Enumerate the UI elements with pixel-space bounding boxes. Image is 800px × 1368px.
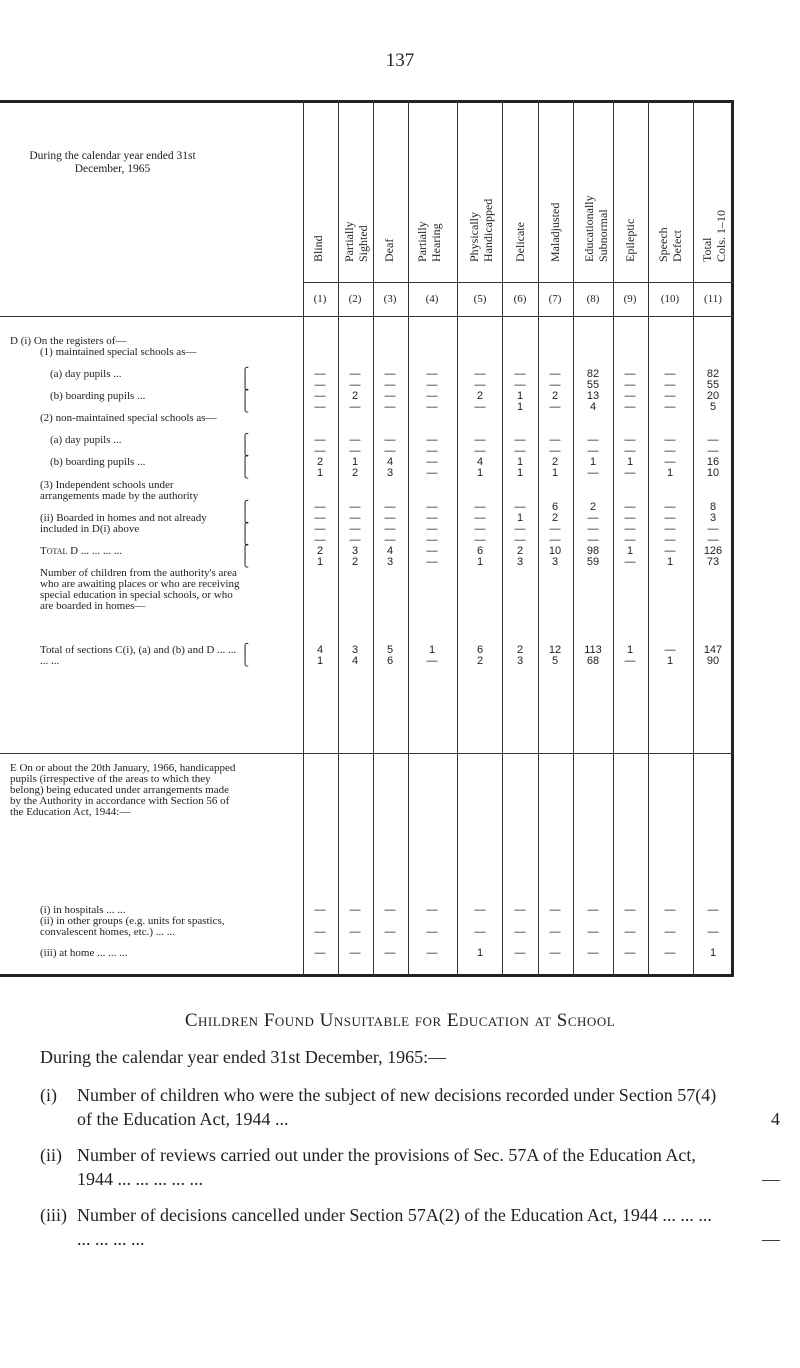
table-cell: — [514, 434, 526, 446]
item-value: — [762, 1169, 780, 1189]
table-cell: — [664, 368, 676, 380]
table-cell: — [426, 445, 438, 457]
day-pupils-label: (a) day pupils ... [50, 368, 122, 380]
table-cell: 2 [516, 644, 524, 656]
brace-open-icon: ⎧ [241, 434, 250, 446]
table-cell: — [514, 368, 526, 380]
table-cell: 3 [709, 512, 717, 524]
column-header-blind: Blind [311, 235, 325, 262]
brace-close-icon: ⎩ [241, 401, 250, 413]
table-cell: 4 [476, 456, 484, 468]
column-header-partially-sighted: Partially Sighted [342, 221, 370, 262]
item-number: (ii) [40, 1145, 62, 1165]
header-rule [303, 282, 734, 283]
table-cell: 2 [551, 390, 559, 402]
table-cell: 3 [386, 556, 394, 568]
table-cell: 2 [589, 501, 597, 513]
table-cell: — [707, 926, 719, 938]
page-number: 137 [385, 50, 415, 71]
table-cell: — [664, 401, 676, 413]
brace-open-icon: ⎧ [241, 456, 250, 468]
intro-line: During the calendar year ended 31st December, 1965:— [40, 1047, 447, 1067]
list-item [40, 1143, 780, 1191]
table-cell: — [549, 926, 561, 938]
table-cell: — [349, 534, 361, 546]
table-cell: — [384, 501, 396, 513]
table-cell: 1 [709, 947, 717, 959]
table-cell: — [587, 434, 599, 446]
item-number: (i) [40, 1085, 57, 1105]
brace-open-icon: ⎧ [241, 368, 250, 380]
table-cell: 1 [316, 467, 324, 479]
table-cell: — [314, 379, 326, 391]
table-cell: — [664, 434, 676, 446]
item-value: — [762, 1229, 780, 1249]
table-cell: 3 [551, 556, 559, 568]
total-d-label: Total D ... ... ... ... [40, 545, 123, 557]
table-cell: 55 [706, 379, 720, 391]
table-cell: 6 [476, 545, 484, 557]
table-cell: — [384, 534, 396, 546]
table-cell: — [474, 926, 486, 938]
item-text: Number of children who were the subject of new decisions recorded under Section 57(4) of the Education Act, 1944 ... [77, 1085, 717, 1129]
table-cell: — [349, 926, 361, 938]
table-cell: 1 [428, 644, 436, 656]
table-cell: 3 [351, 545, 359, 557]
table-cell: 1 [626, 456, 634, 468]
table-cell: 2 [551, 512, 559, 524]
table-cell: — [349, 434, 361, 446]
table-cell: — [384, 512, 396, 524]
table-cell: — [426, 467, 438, 479]
table-caption: During the calendar year ended 31st December, 1965 [29, 150, 196, 175]
sub2-label: (2) non-maintained special schools as— [40, 412, 217, 424]
table-cell: 2 [316, 456, 324, 468]
table-cell: — [314, 445, 326, 457]
table-cell: — [707, 534, 719, 546]
table-cell: — [474, 523, 486, 535]
table-cell: 4 [386, 545, 394, 557]
brace-close-icon: ⎩ [241, 379, 250, 391]
table-cell: — [384, 947, 396, 959]
table-cell: — [664, 523, 676, 535]
hospitals-label: (i) in hospitals ... ... [40, 904, 126, 916]
column-number: (4) [425, 293, 439, 305]
sub1-label: (1) maintained special schools as— [40, 346, 197, 358]
table-cell: — [624, 501, 636, 513]
table-cell: 5 [386, 644, 394, 656]
table-cell: 10 [706, 467, 720, 479]
item-number: (iii) [40, 1205, 67, 1225]
table-cell: 1 [666, 467, 674, 479]
table-cell: 2 [516, 545, 524, 557]
table-cell: 16 [706, 456, 720, 468]
table-cell: — [514, 947, 526, 959]
table-cell: 6 [476, 644, 484, 656]
table-cell: — [624, 926, 636, 938]
table-cell: — [664, 501, 676, 513]
brace-close-icon: ⎩ [241, 556, 250, 568]
table-cell: — [426, 501, 438, 513]
table-cell: 68 [586, 655, 600, 667]
table-cell: — [384, 401, 396, 413]
table-cell: — [314, 523, 326, 535]
table-cell: 4 [351, 655, 359, 667]
table-cell: — [426, 401, 438, 413]
table-cell: — [549, 379, 561, 391]
column-header-deaf: Deaf [382, 238, 396, 262]
table-cell: 2 [351, 467, 359, 479]
table-cell: 1 [476, 947, 484, 959]
table-cell: — [384, 434, 396, 446]
table-cell: — [707, 904, 719, 916]
table-cell: 3 [351, 644, 359, 656]
table-cell: — [624, 401, 636, 413]
table-cell: — [624, 379, 636, 391]
item-text: Number of reviews carried out under the provisions of Sec. 57A of the Education Act, 1944 ... ... ... ... ... [77, 1145, 696, 1189]
brace-open-icon: ⎧ [241, 523, 250, 535]
column-header-total: Total Cols. 1–10 [700, 209, 728, 262]
table-cell: — [514, 926, 526, 938]
table-cell: — [587, 445, 599, 457]
table-cell: 1 [476, 556, 484, 568]
section-rule [0, 753, 734, 754]
column-header-epileptic: Epileptic [623, 218, 637, 262]
section-d-heading: D (i) On the registers of— [10, 335, 127, 347]
table-cell: 6 [386, 655, 394, 667]
brace-open-icon: ⎧ [241, 644, 250, 656]
brace-close-icon: ⎩ [241, 445, 250, 457]
column-number: (3) [383, 293, 397, 305]
table-cell: — [384, 390, 396, 402]
table-cell: 1 [666, 655, 674, 667]
table-cell: — [587, 467, 599, 479]
table-cell: — [349, 904, 361, 916]
table-cell: 12 [548, 644, 562, 656]
table-cell: 1 [589, 456, 597, 468]
table-cell: 1 [316, 655, 324, 667]
table-cell: 98 [586, 545, 600, 557]
table-cell: — [624, 368, 636, 380]
table-cell: 20 [706, 390, 720, 402]
table-cell: — [624, 534, 636, 546]
table-cell: — [664, 390, 676, 402]
table-cell: 126 [703, 545, 723, 557]
table-cell: — [514, 445, 526, 457]
table-cell: — [587, 904, 599, 916]
table-cell: — [549, 904, 561, 916]
table-cell: — [349, 947, 361, 959]
table-cell: — [314, 512, 326, 524]
item-text: Number of decisions cancelled under Section 57A(2) of the Education Act, 1944 ... ... ... ... ... ... ... [77, 1205, 712, 1249]
table-cell: — [314, 501, 326, 513]
table-cell: — [474, 445, 486, 457]
brace-open-icon: ⎧ [241, 501, 250, 513]
table-cell: 6 [551, 501, 559, 513]
item-value: 4 [771, 1109, 780, 1129]
table-cell: — [624, 434, 636, 446]
column-header-maladjusted: Maladjusted [548, 202, 562, 262]
table-cell: — [426, 512, 438, 524]
table-cell: — [664, 456, 676, 468]
table-cell: — [426, 523, 438, 535]
table-cell: — [664, 512, 676, 524]
table-cell: — [426, 434, 438, 446]
table-cell: 1 [626, 644, 634, 656]
table-cell: 113 [584, 644, 602, 656]
table-cell: — [707, 523, 719, 535]
table-cell: — [349, 401, 361, 413]
table-cell: 2 [316, 545, 324, 557]
table-cell: — [349, 501, 361, 513]
table-cell: 2 [551, 456, 559, 468]
column-number: (10) [660, 293, 680, 305]
table-cell: — [549, 368, 561, 380]
column-number: (1) [313, 293, 327, 305]
table-cell: — [514, 523, 526, 535]
table-cell: — [349, 445, 361, 457]
table-cell: — [624, 467, 636, 479]
table-cell: 4 [589, 401, 597, 413]
brace-close-icon: ⎩ [241, 534, 250, 546]
table-cell: — [314, 534, 326, 546]
table-cell: 3 [516, 556, 524, 568]
table-cell: 82 [706, 368, 720, 380]
table-cell: — [314, 390, 326, 402]
table-cell: — [474, 534, 486, 546]
table-cell: 147 [703, 644, 723, 656]
table-cell: — [426, 379, 438, 391]
table-cell: 1 [516, 456, 524, 468]
table-cell: — [624, 512, 636, 524]
table-cell: — [474, 904, 486, 916]
table-cell: 1 [626, 545, 634, 557]
table-cell: — [426, 926, 438, 938]
table-cell: — [549, 445, 561, 457]
table-cell: 2 [351, 390, 359, 402]
column-header-educationally-subnormal: Educationally Subnormal [582, 195, 610, 262]
table-cell: 1 [516, 401, 524, 413]
table-cell: — [707, 445, 719, 457]
table-cell: 1 [666, 556, 674, 568]
table-cell: 2 [476, 390, 484, 402]
column-rule [693, 100, 694, 976]
table-cell: — [314, 926, 326, 938]
table-cell: 10 [548, 545, 562, 557]
table-cell: 90 [706, 655, 720, 667]
table-cell: — [549, 434, 561, 446]
list-item [40, 1203, 780, 1251]
table-cell: — [664, 947, 676, 959]
table-cell: — [624, 947, 636, 959]
table-cell: — [624, 390, 636, 402]
table-cell: — [474, 501, 486, 513]
table-cell: — [707, 434, 719, 446]
column-header-speech-defect: Speech Defect [656, 227, 684, 262]
section-e-heading: E On or about the 20th January, 1966, handicapped pupils (irrespective of the areas to which they belong) being educated under arrangements made by the Authority in accordance with Section 56 of the Education Act, 1944:— [10, 762, 236, 818]
table-cell: 82 [586, 368, 600, 380]
table-cell: — [624, 523, 636, 535]
table-cell: 1 [516, 512, 524, 524]
table-cell: — [314, 401, 326, 413]
column-number: (8) [586, 293, 600, 305]
table-cell: — [349, 523, 361, 535]
table-cell: — [426, 556, 438, 568]
table-cell: — [514, 904, 526, 916]
table-cell: — [587, 523, 599, 535]
table-cell: — [349, 512, 361, 524]
table-cell: — [384, 379, 396, 391]
table-cell: — [624, 904, 636, 916]
column-number: (2) [348, 293, 362, 305]
table-cell: — [426, 390, 438, 402]
table-cell: — [587, 512, 599, 524]
table-cell: — [426, 545, 438, 557]
table-cell: — [426, 368, 438, 380]
table-cell: — [514, 534, 526, 546]
table-cell: — [426, 655, 438, 667]
table-cell: — [426, 947, 438, 959]
table-cell: — [384, 523, 396, 535]
sub3-label: (3) Independent schools under arrangements made by the authority [40, 479, 199, 502]
table-cell: — [314, 434, 326, 446]
table-cell: — [384, 926, 396, 938]
table-cell: — [474, 512, 486, 524]
column-number: (5) [473, 293, 487, 305]
table-cell: — [384, 445, 396, 457]
table-cell: — [349, 368, 361, 380]
column-number: (6) [513, 293, 527, 305]
table-cell: — [664, 379, 676, 391]
column-rule [457, 100, 458, 976]
table-cell: 3 [516, 655, 524, 667]
table-cell: 2 [351, 556, 359, 568]
table-cell: — [664, 534, 676, 546]
table-cell: 5 [551, 655, 559, 667]
brace-open-icon: ⎧ [241, 545, 250, 557]
total-sections-label: Total of sections C(i), (a) and (b) and D ... ... ... ... [40, 644, 237, 667]
table-cell: 3 [386, 467, 394, 479]
home-label: (iii) at home ... ... ... [40, 947, 128, 959]
table-cell: — [624, 655, 636, 667]
table-cell: 1 [551, 467, 559, 479]
boarding-pupils-label: (b) boarding pupils ... [50, 390, 146, 402]
column-rule [648, 100, 649, 976]
table-cell: 13 [586, 390, 600, 402]
table-cell: — [549, 534, 561, 546]
column-header-physically-handicapped: Physically Handicapped [467, 198, 495, 262]
table-cell: — [426, 456, 438, 468]
brace-close-icon: ⎩ [241, 512, 250, 524]
table-cell: — [624, 556, 636, 568]
table-cell: — [384, 904, 396, 916]
column-rule [408, 100, 409, 976]
table-cell: — [349, 379, 361, 391]
table-cell: — [426, 534, 438, 546]
table-cell: — [624, 445, 636, 457]
brace-open-icon: ⎧ [241, 390, 250, 402]
table-cell: — [314, 368, 326, 380]
table-cell: — [549, 401, 561, 413]
waiting-label: Number of children from the authority's area who are awaiting places or who are receiving special education in special schools, or who are boarded in homes— [40, 567, 240, 612]
table-cell: — [514, 379, 526, 391]
table-cell: — [474, 368, 486, 380]
table-cell: 55 [586, 379, 600, 391]
header-rule [0, 316, 734, 317]
table-cell: — [664, 644, 676, 656]
table-cell: 4 [386, 456, 394, 468]
boarding-pupils-label-2: (b) boarding pupils ... [50, 456, 146, 468]
column-header-partially-hearing: Partially Hearing [415, 221, 443, 262]
table-cell: — [549, 947, 561, 959]
table-cell: 4 [316, 644, 324, 656]
table-cell: — [384, 368, 396, 380]
table-cell: — [587, 926, 599, 938]
table-cell: — [426, 904, 438, 916]
table-cell: 59 [586, 556, 600, 568]
column-number: (9) [623, 293, 637, 305]
table-cell: 1 [516, 467, 524, 479]
table-cell: — [587, 534, 599, 546]
column-number: (11) [704, 293, 722, 305]
table-cell: — [664, 545, 676, 557]
table-cell: — [664, 904, 676, 916]
section-title: Children Found Unsuitable for Education at School [184, 1010, 616, 1031]
column-header-delicate: Delicate [513, 222, 527, 262]
table-cell: 5 [709, 401, 717, 413]
table-cell: — [314, 947, 326, 959]
table-cell: 8 [709, 501, 717, 513]
table-cell: — [549, 523, 561, 535]
table-cell: 1 [476, 467, 484, 479]
table-cell: — [664, 445, 676, 457]
list-item [40, 1083, 780, 1131]
table-cell: — [514, 501, 526, 513]
brace-close-icon: ⎩ [241, 467, 250, 479]
sub-ii-label: (ii) Boarded in homes and not already included in D(i) above [40, 512, 207, 535]
table-cell: 73 [706, 556, 720, 568]
table-cell: 2 [476, 655, 484, 667]
column-rule [573, 100, 574, 976]
table-cell: 1 [351, 456, 359, 468]
table-cell: — [314, 904, 326, 916]
table-cell: — [474, 379, 486, 391]
table-cell: — [664, 926, 676, 938]
column-number: (7) [548, 293, 562, 305]
table-cell: — [474, 434, 486, 446]
day-pupils-label-2: (a) day pupils ... [50, 434, 122, 446]
brace-close-icon: ⎩ [241, 655, 250, 667]
groups-label: (ii) in other groups (e.g. units for spastics, convalescent homes, etc.) ... ... [40, 915, 225, 938]
table-cell: 1 [516, 390, 524, 402]
table-cell: — [474, 401, 486, 413]
table-cell: 1 [316, 556, 324, 568]
table-cell: — [587, 947, 599, 959]
